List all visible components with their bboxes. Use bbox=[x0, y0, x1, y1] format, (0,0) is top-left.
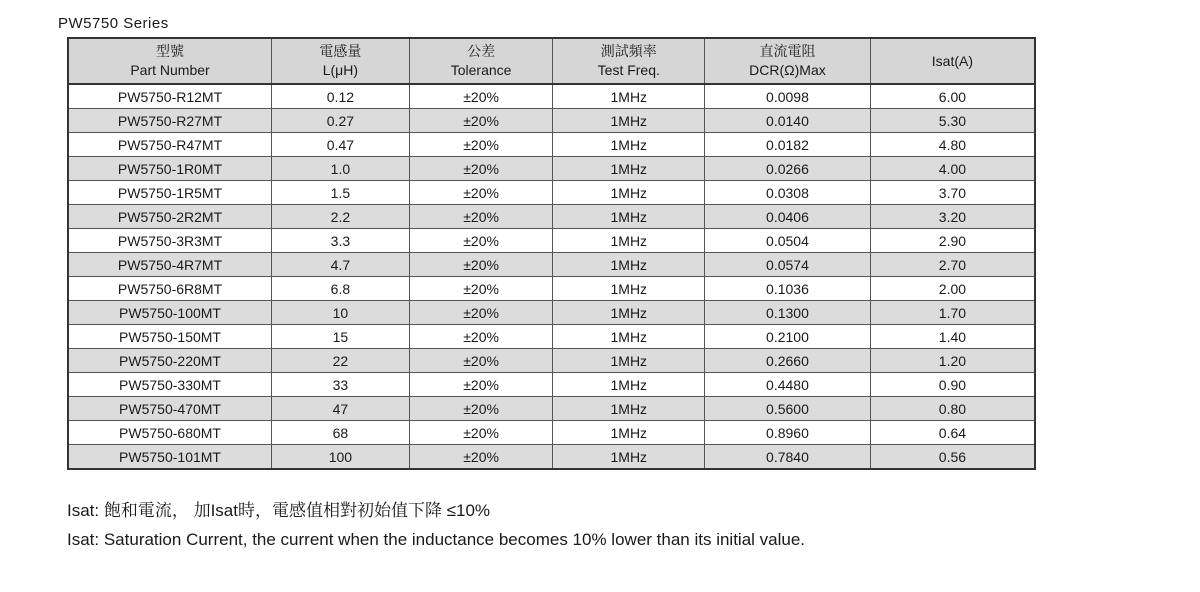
header-dcr bbox=[705, 38, 871, 84]
cell-inductance: 1.5 bbox=[272, 181, 410, 205]
cell-tolerance: ±20% bbox=[409, 253, 553, 277]
cell-isat: 1.20 bbox=[870, 349, 1035, 373]
table-row bbox=[68, 229, 1035, 253]
cell-inductance: 4.7 bbox=[272, 253, 410, 277]
cell-part-number: PW5750-680MT bbox=[68, 421, 272, 445]
series-title: PW5750 Series bbox=[58, 15, 169, 32]
spec-table bbox=[67, 37, 1036, 470]
table-row bbox=[68, 445, 1035, 470]
cell-dcr: 0.0140 bbox=[705, 109, 871, 133]
cell-dcr: 0.7840 bbox=[705, 445, 871, 470]
header-en: L(μH) bbox=[322, 62, 359, 78]
cell-dcr: 0.1300 bbox=[705, 301, 871, 325]
notes bbox=[67, 496, 805, 554]
cell-part-number: PW5750-330MT bbox=[68, 373, 272, 397]
cell-test-freq: 1MHz bbox=[553, 133, 705, 157]
cell-isat: 2.00 bbox=[870, 277, 1035, 301]
cell-inductance: 1.0 bbox=[272, 157, 410, 181]
header-test-freq bbox=[553, 38, 705, 84]
cell-inductance: 68 bbox=[272, 421, 410, 445]
cell-test-freq: 1MHz bbox=[553, 325, 705, 349]
header-row bbox=[68, 38, 1035, 84]
cell-isat: 5.30 bbox=[870, 109, 1035, 133]
cell-isat: 1.40 bbox=[870, 325, 1035, 349]
header-en: Tolerance bbox=[450, 62, 512, 78]
table-row bbox=[68, 421, 1035, 445]
table-row bbox=[68, 133, 1035, 157]
cell-dcr: 0.1036 bbox=[705, 277, 871, 301]
cell-inductance: 2.2 bbox=[272, 205, 410, 229]
table-body bbox=[68, 84, 1035, 469]
cell-inductance: 0.12 bbox=[272, 84, 410, 109]
cell-tolerance: ±20% bbox=[409, 109, 553, 133]
cell-test-freq: 1MHz bbox=[553, 84, 705, 109]
cell-test-freq: 1MHz bbox=[553, 301, 705, 325]
cell-part-number: PW5750-150MT bbox=[68, 325, 272, 349]
cell-test-freq: 1MHz bbox=[553, 349, 705, 373]
header-zh: 型號 bbox=[156, 43, 185, 59]
table-row bbox=[68, 301, 1035, 325]
header-en: Isat(A) bbox=[931, 52, 974, 69]
header-part-number bbox=[68, 38, 272, 84]
header-zh: 電感量 bbox=[319, 43, 362, 59]
cell-dcr: 0.0308 bbox=[705, 181, 871, 205]
table-row bbox=[68, 349, 1035, 373]
header-en: Part Number bbox=[130, 62, 210, 78]
cell-tolerance: ±20% bbox=[409, 397, 553, 421]
cell-dcr: 0.0406 bbox=[705, 205, 871, 229]
cell-dcr: 0.0266 bbox=[705, 157, 871, 181]
cell-part-number: PW5750-1R5MT bbox=[68, 181, 272, 205]
cell-test-freq: 1MHz bbox=[553, 421, 705, 445]
cell-inductance: 0.27 bbox=[272, 109, 410, 133]
note-en: Isat: Saturation Current, the current when the inductance becomes 10% lower than its initial value. bbox=[67, 530, 806, 549]
header-zh: 測試頻率 bbox=[600, 43, 657, 59]
cell-tolerance: ±20% bbox=[409, 373, 553, 397]
cell-test-freq: 1MHz bbox=[553, 445, 705, 470]
cell-tolerance: ±20% bbox=[409, 445, 553, 470]
cell-tolerance: ±20% bbox=[409, 84, 553, 109]
cell-inductance: 22 bbox=[272, 349, 410, 373]
cell-part-number: PW5750-470MT bbox=[68, 397, 272, 421]
cell-tolerance: ±20% bbox=[409, 277, 553, 301]
cell-tolerance: ±20% bbox=[409, 325, 553, 349]
cell-tolerance: ±20% bbox=[409, 133, 553, 157]
cell-isat: 3.70 bbox=[870, 181, 1035, 205]
cell-isat: 0.64 bbox=[870, 421, 1035, 445]
table-row bbox=[68, 205, 1035, 229]
cell-tolerance: ±20% bbox=[409, 301, 553, 325]
cell-part-number: PW5750-220MT bbox=[68, 349, 272, 373]
cell-part-number: PW5750-R47MT bbox=[68, 133, 272, 157]
cell-isat: 1.70 bbox=[870, 301, 1035, 325]
cell-dcr: 0.0182 bbox=[705, 133, 871, 157]
cell-inductance: 6.8 bbox=[272, 277, 410, 301]
table-row bbox=[68, 253, 1035, 277]
cell-dcr: 0.2660 bbox=[705, 349, 871, 373]
cell-part-number: PW5750-R12MT bbox=[68, 84, 272, 109]
cell-test-freq: 1MHz bbox=[553, 397, 705, 421]
cell-part-number: PW5750-100MT bbox=[68, 301, 272, 325]
cell-test-freq: 1MHz bbox=[553, 109, 705, 133]
table-row bbox=[68, 84, 1035, 109]
header-en: Test Freq. bbox=[597, 62, 660, 78]
cell-test-freq: 1MHz bbox=[553, 157, 705, 181]
cell-part-number: PW5750-4R7MT bbox=[68, 253, 272, 277]
cell-inductance: 47 bbox=[272, 397, 410, 421]
cell-tolerance: ±20% bbox=[409, 205, 553, 229]
cell-dcr: 0.2100 bbox=[705, 325, 871, 349]
cell-inductance: 15 bbox=[272, 325, 410, 349]
cell-part-number: PW5750-3R3MT bbox=[68, 229, 272, 253]
cell-tolerance: ±20% bbox=[409, 349, 553, 373]
cell-isat: 3.20 bbox=[870, 205, 1035, 229]
table-row bbox=[68, 397, 1035, 421]
cell-test-freq: 1MHz bbox=[553, 373, 705, 397]
cell-isat: 2.90 bbox=[870, 229, 1035, 253]
cell-inductance: 10 bbox=[272, 301, 410, 325]
table-row bbox=[68, 277, 1035, 301]
table-row bbox=[68, 157, 1035, 181]
cell-tolerance: ±20% bbox=[409, 421, 553, 445]
note-zh: Isat: 飽和電流， 加Isat時，電感值相對初始值下降 ≤10% bbox=[67, 501, 491, 520]
cell-test-freq: 1MHz bbox=[553, 277, 705, 301]
cell-isat: 2.70 bbox=[870, 253, 1035, 277]
cell-isat: 0.80 bbox=[870, 397, 1035, 421]
cell-dcr: 0.4480 bbox=[705, 373, 871, 397]
cell-test-freq: 1MHz bbox=[553, 229, 705, 253]
cell-part-number: PW5750-1R0MT bbox=[68, 157, 272, 181]
cell-inductance: 0.47 bbox=[272, 133, 410, 157]
table-row bbox=[68, 181, 1035, 205]
cell-dcr: 0.0574 bbox=[705, 253, 871, 277]
cell-part-number: PW5750-2R2MT bbox=[68, 205, 272, 229]
cell-dcr: 0.5600 bbox=[705, 397, 871, 421]
table-row bbox=[68, 325, 1035, 349]
cell-test-freq: 1MHz bbox=[553, 181, 705, 205]
cell-isat: 0.90 bbox=[870, 373, 1035, 397]
header-inductance bbox=[272, 38, 410, 84]
cell-inductance: 100 bbox=[272, 445, 410, 470]
cell-isat: 4.80 bbox=[870, 133, 1035, 157]
header-en: DCR(Ω)Max bbox=[749, 62, 826, 78]
cell-tolerance: ±20% bbox=[409, 157, 553, 181]
cell-dcr: 0.0504 bbox=[705, 229, 871, 253]
cell-isat: 4.00 bbox=[870, 157, 1035, 181]
cell-test-freq: 1MHz bbox=[553, 205, 705, 229]
table-row bbox=[68, 109, 1035, 133]
cell-part-number: PW5750-101MT bbox=[68, 445, 272, 470]
header-zh: 直流電阻 bbox=[759, 43, 816, 59]
cell-inductance: 3.3 bbox=[272, 229, 410, 253]
cell-dcr: 0.8960 bbox=[705, 421, 871, 445]
cell-isat: 0.56 bbox=[870, 445, 1035, 470]
cell-part-number: PW5750-R27MT bbox=[68, 109, 272, 133]
cell-dcr: 0.0098 bbox=[705, 84, 871, 109]
header-tolerance bbox=[409, 38, 553, 84]
table-row bbox=[68, 373, 1035, 397]
cell-inductance: 33 bbox=[272, 373, 410, 397]
cell-tolerance: ±20% bbox=[409, 181, 553, 205]
cell-test-freq: 1MHz bbox=[553, 253, 705, 277]
header-isat bbox=[870, 38, 1035, 84]
cell-part-number: PW5750-6R8MT bbox=[68, 277, 272, 301]
header-zh: 公差 bbox=[467, 43, 496, 59]
cell-tolerance: ±20% bbox=[409, 229, 553, 253]
cell-isat: 6.00 bbox=[870, 84, 1035, 109]
